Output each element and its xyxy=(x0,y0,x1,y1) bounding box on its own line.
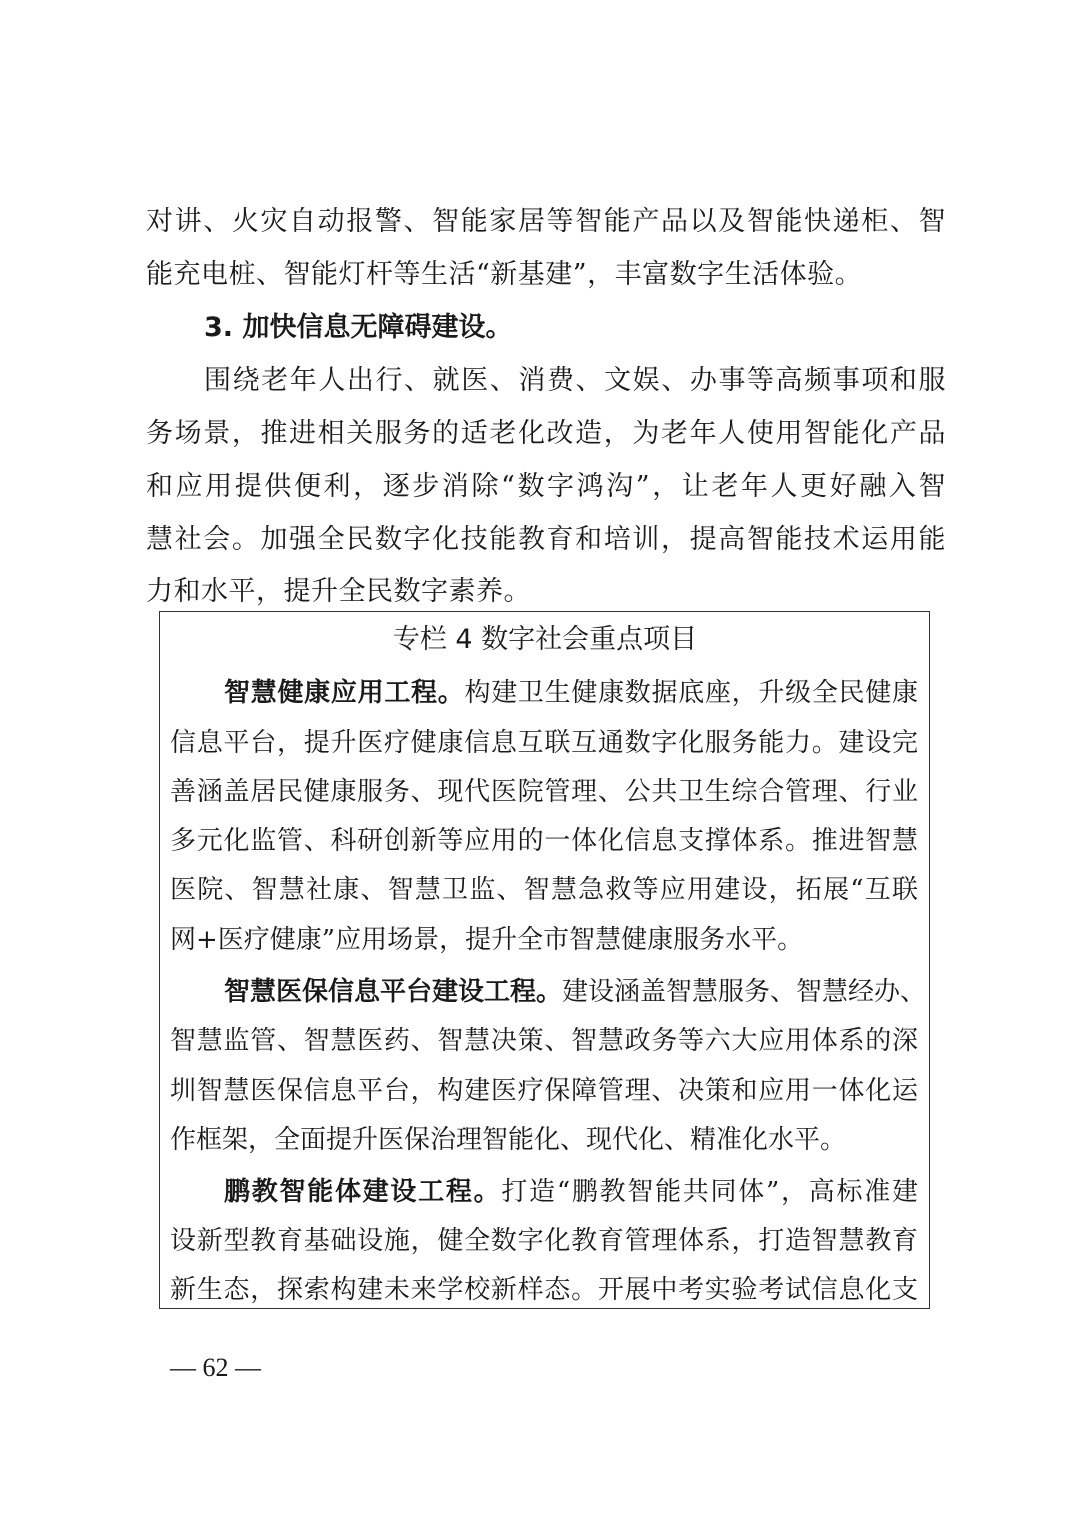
box-item-1-title: 智慧健康应用工程。 xyxy=(224,678,465,708)
box-item-1-line-5: 医院、智慧社康、智慧卫监、智慧急救等应用建设，拓展“互联 xyxy=(170,875,918,905)
paragraph-2-line-1: 围绕老年人出行、就医、消费、文娱、办事等高频事项和服 xyxy=(204,365,946,396)
box-item-1-line-3: 善涵盖居民健康服务、现代医院管理、公共卫生综合管理、行业 xyxy=(170,777,918,807)
box-item-2-line-3: 圳智慧医保信息平台，构建医疗保障管理、决策和应用一体化运 xyxy=(170,1076,918,1106)
section-heading: 3. 加快信息无障碍建设。 xyxy=(204,312,513,343)
box-item-3-line-1-text: 打造“鹏教智能共同体”，高标准建 xyxy=(501,1177,918,1207)
paragraph-2-line-3: 和应用提供便利，逐步消除“数字鸿沟”，让老年人更好融入智 xyxy=(146,471,946,502)
box-item-1-line-1-text: 构建卫生健康数据底座，升级全民健康 xyxy=(464,678,918,708)
box-item-1-line-6: 网+医疗健康”应用场景，提升全市智慧健康服务水平。 xyxy=(170,925,804,955)
box-item-2-title: 智慧医保信息平台建设工程。 xyxy=(224,977,563,1007)
page-number: — 62 — xyxy=(170,1353,261,1382)
paragraph-2-line-4: 慧社会。加强全民数字化技能教育和培训，提高智能技术运用能 xyxy=(146,524,946,555)
paragraph-1-line-1: 对讲、火灾自动报警、智能家居等智能产品以及智能快递柜、智 xyxy=(146,206,946,237)
box-item-2-line-1-text: 建设涵盖智慧服务、智慧经办、 xyxy=(562,977,927,1007)
box-item-2-line-1 xyxy=(224,972,927,1012)
box-item-3-line-2: 设新型教育基础设施，健全数字化教育管理体系，打造智慧教育 xyxy=(170,1226,918,1256)
box-item-3-line-3: 新生态，探索构建未来学校新样态。开展中考实验考试信息化支 xyxy=(170,1275,918,1305)
box-title: 专栏 4 数字社会重点项目 xyxy=(392,624,698,655)
paragraph-1-line-2: 能充电桩、智能灯杆等生活“新基建”，丰富数字生活体验。 xyxy=(146,259,863,290)
paragraph-2-line-5: 力和水平，提升全民数字素养。 xyxy=(146,576,531,607)
box-item-3-line-1 xyxy=(224,1172,918,1212)
box-item-1-line-2: 信息平台，提升医疗健康信息互联互通数字化服务能力。建设完 xyxy=(170,728,918,758)
box-item-2-line-4: 作框架，全面提升医保治理智能化、现代化、精准化水平。 xyxy=(170,1125,847,1155)
box-item-1-line-1 xyxy=(224,673,918,713)
paragraph-2-line-2: 务场景，推进相关服务的适老化改造，为老年人使用智能化产品 xyxy=(146,418,946,449)
box-item-3-title: 鹏教智能体建设工程。 xyxy=(224,1177,502,1207)
box-item-2-line-2: 智慧监管、智慧医药、智慧决策、智慧政务等六大应用体系的深 xyxy=(170,1026,918,1056)
box-item-1-line-4: 多元化监管、科研创新等应用的一体化信息支撑体系。推进智慧 xyxy=(170,826,918,856)
